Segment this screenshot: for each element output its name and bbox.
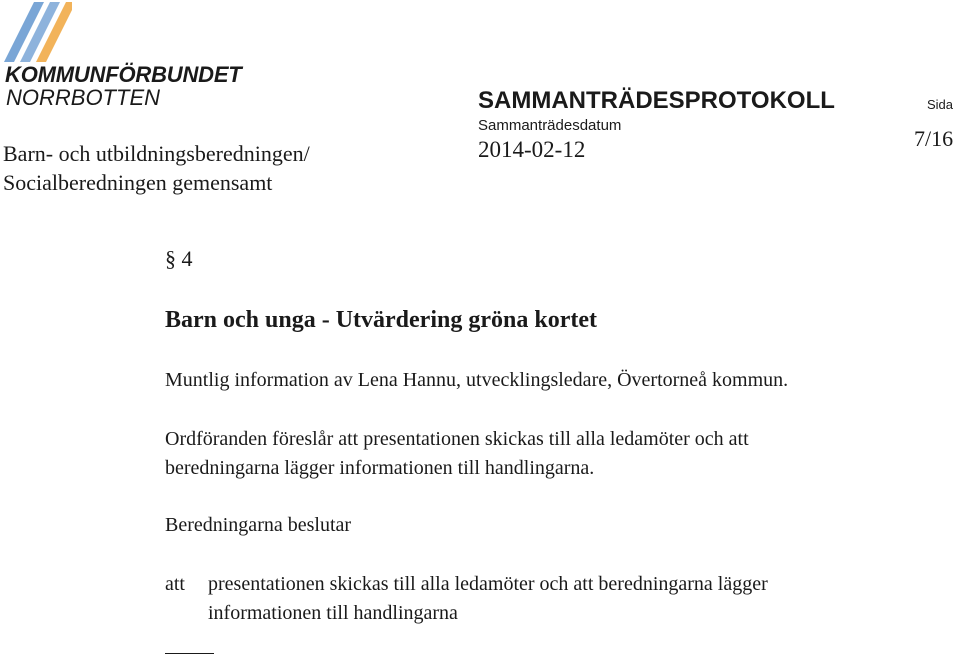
organization-line2: Socialberedningen gemensamt	[3, 170, 273, 195]
section-number	[165, 246, 193, 272]
signature-rule	[165, 653, 214, 654]
proposal-line1: Ordföranden föreslår att presentationen skickas till alla ledamöter och att	[165, 428, 749, 450]
logo-text-line1: KOMMUNFÖRBUNDET	[5, 62, 242, 87]
organization-name	[3, 139, 310, 197]
meeting-date: 2014-02-12	[478, 137, 586, 162]
page-number: 7/16	[914, 126, 954, 151]
decision-item	[165, 570, 768, 628]
decision-intro: Beredningarna beslutar	[165, 514, 352, 536]
proposal-line2: beredningarna lägger informationen till handlingarna.	[165, 457, 595, 479]
decision-line1: presentationen skickas till alla ledamöter och att beredningarna lägger	[208, 573, 768, 595]
decision-text	[208, 570, 768, 628]
section-number-value: 4	[181, 246, 193, 271]
logo-text-line2: NORRBOTTEN	[6, 85, 160, 110]
document-title: SAMMANTRÄDESPROTOKOLL	[478, 87, 835, 114]
information-paragraph: Muntlig information av Lena Hannu, utvecklingsledare, Övertorneå kommun.	[165, 369, 789, 391]
organization-line1: Barn- och utbildningsberedningen/	[3, 141, 310, 166]
decision-lead: att	[165, 573, 185, 595]
proposal-paragraph	[165, 425, 749, 483]
decision-line2: informationen till handlingarna	[208, 602, 458, 624]
section-heading: Barn och unga - Utvärdering gröna kortet	[165, 307, 597, 333]
date-label: Sammanträdesdatum	[478, 117, 622, 134]
logo-mark-icon	[4, 2, 74, 64]
section-symbol: §	[165, 246, 176, 271]
page-label: Sida	[927, 97, 954, 112]
